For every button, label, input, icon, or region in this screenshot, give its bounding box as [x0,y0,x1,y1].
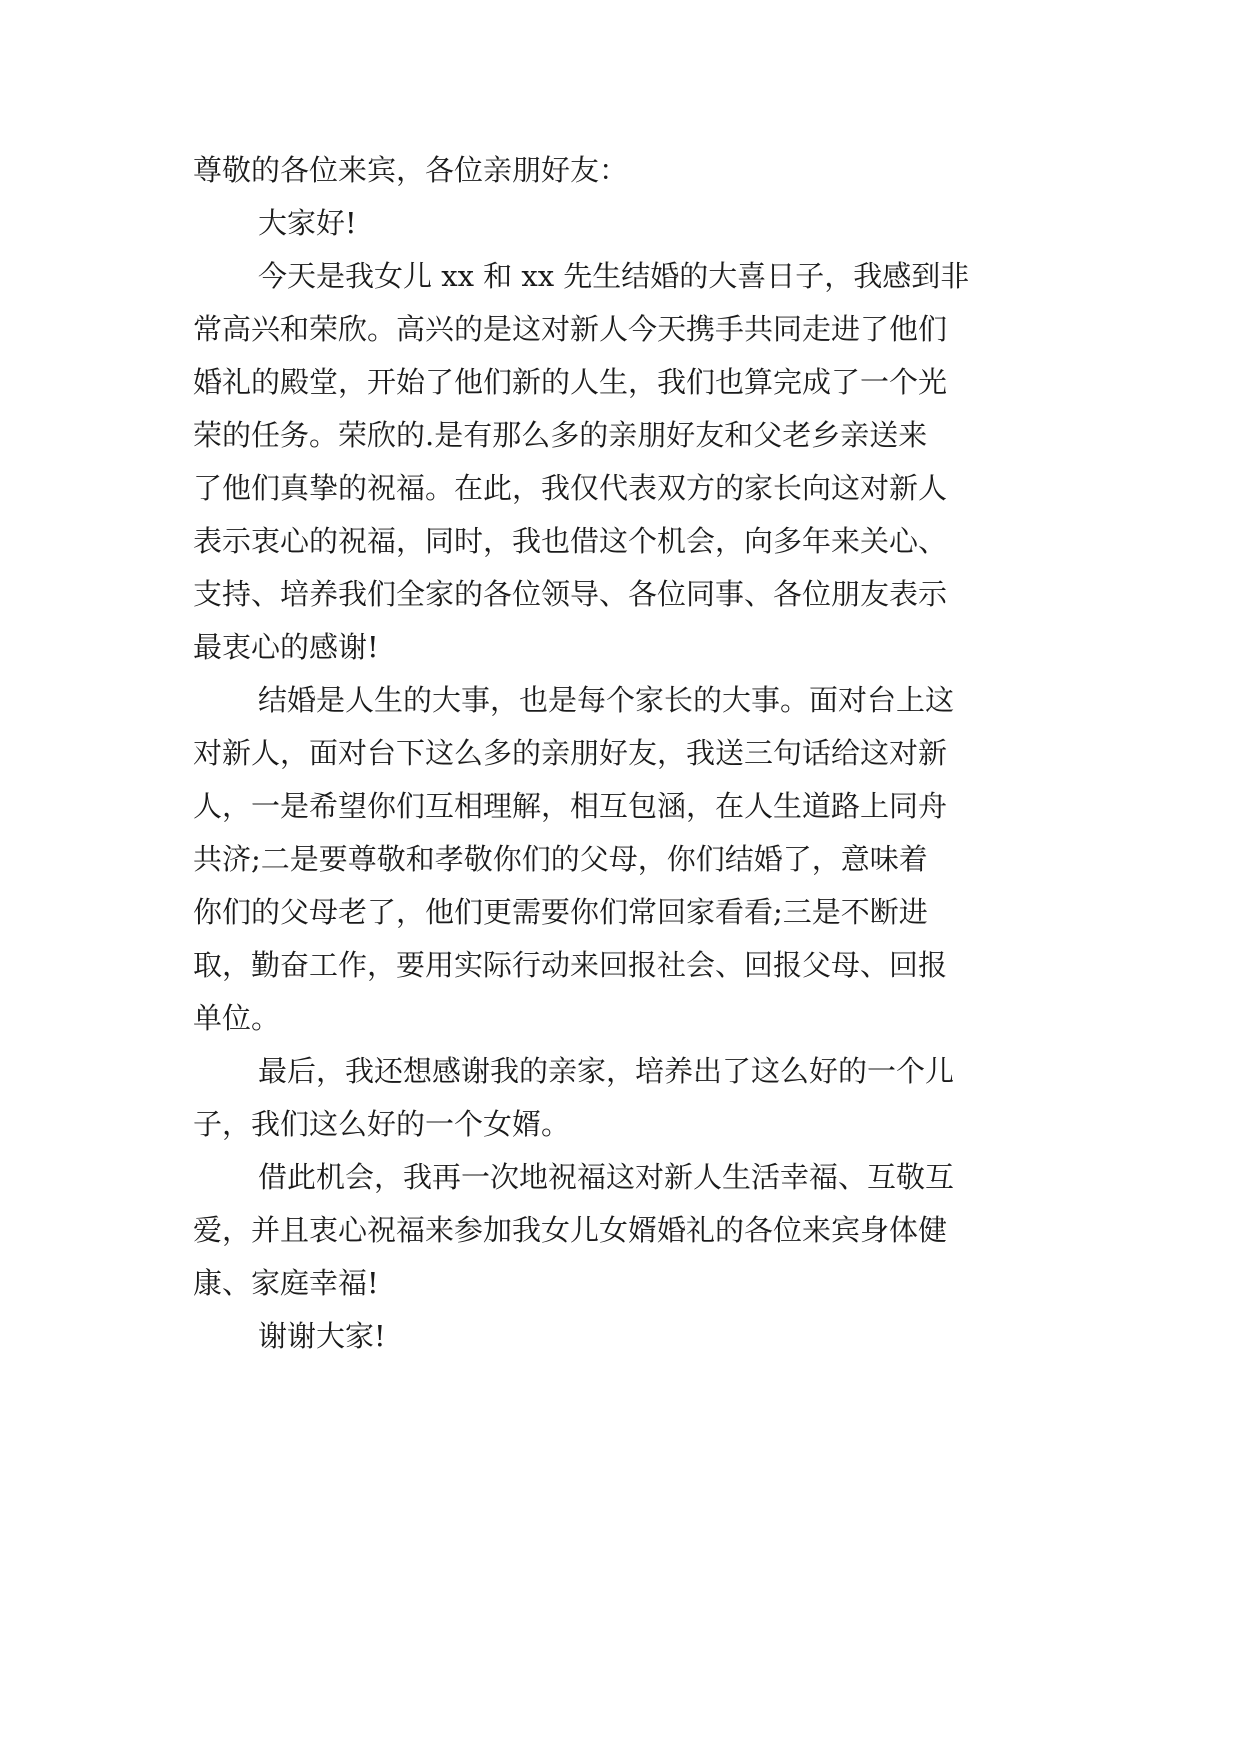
text-line: 支持、培养我们全家的各位领导、各位同事、各位朋友表示 [193,577,948,611]
text-line: 表示衷心的祝福，同时，我也借这个机会，向多年来关心、 [193,524,948,558]
text-line: 爱，并且衷心祝福来参加我女儿女婿婚礼的各位来宾身体健 [193,1213,948,1247]
text-line: 大家好! [258,206,357,240]
text-line: 共济;二是要尊敬和孝敬你们的父母，你们结婚了，意味着 [193,842,928,876]
text-line: 你们的父母老了，他们更需要你们常回家看看;三是不断进 [193,895,928,929]
text-line: 了他们真挚的祝福。在此，我仅代表双方的家长向这对新人 [193,471,948,505]
text-line: 取，勤奋工作，要用实际行动来回报社会、回报父母、回报 [193,948,948,982]
text-line: 常高兴和荣欣。高兴的是这对新人今天携手共同走进了他们 [193,312,948,346]
text-line: 康、家庭幸福! [193,1266,379,1300]
text-line: 对新人，面对台下这么多的亲朋好友，我送三句话给这对新 [193,736,948,770]
text-line: 最后，我还想感谢我的亲家，培养出了这么好的一个儿 [258,1054,955,1088]
text-line: 单位。 [193,1001,281,1035]
text-line: 结婚是人生的大事，也是每个家长的大事。面对台上这 [258,683,955,717]
text-line: 荣的任务。荣欣的.是有那么多的亲朋好友和父老乡亲送来 [193,418,928,452]
text-line: 谢谢大家! [258,1319,386,1353]
text-line: 最衷心的感谢! [193,630,379,664]
text-line: 子，我们这么好的一个女婿。 [193,1107,571,1141]
text-line: 人，一是希望你们互相理解，相互包涵，在人生道路上同舟 [193,789,948,823]
text-line: 婚礼的殿堂，开始了他们新的人生，我们也算完成了一个光 [193,365,948,399]
text-line: 今天是我女儿 xx 和 xx 先生结婚的大喜日子，我感到非 [258,259,970,293]
text-line: 尊敬的各位来宾，各位亲朋好友： [193,153,629,187]
text-line: 借此机会，我再一次地祝福这对新人生活幸福、互敬互 [258,1160,955,1194]
